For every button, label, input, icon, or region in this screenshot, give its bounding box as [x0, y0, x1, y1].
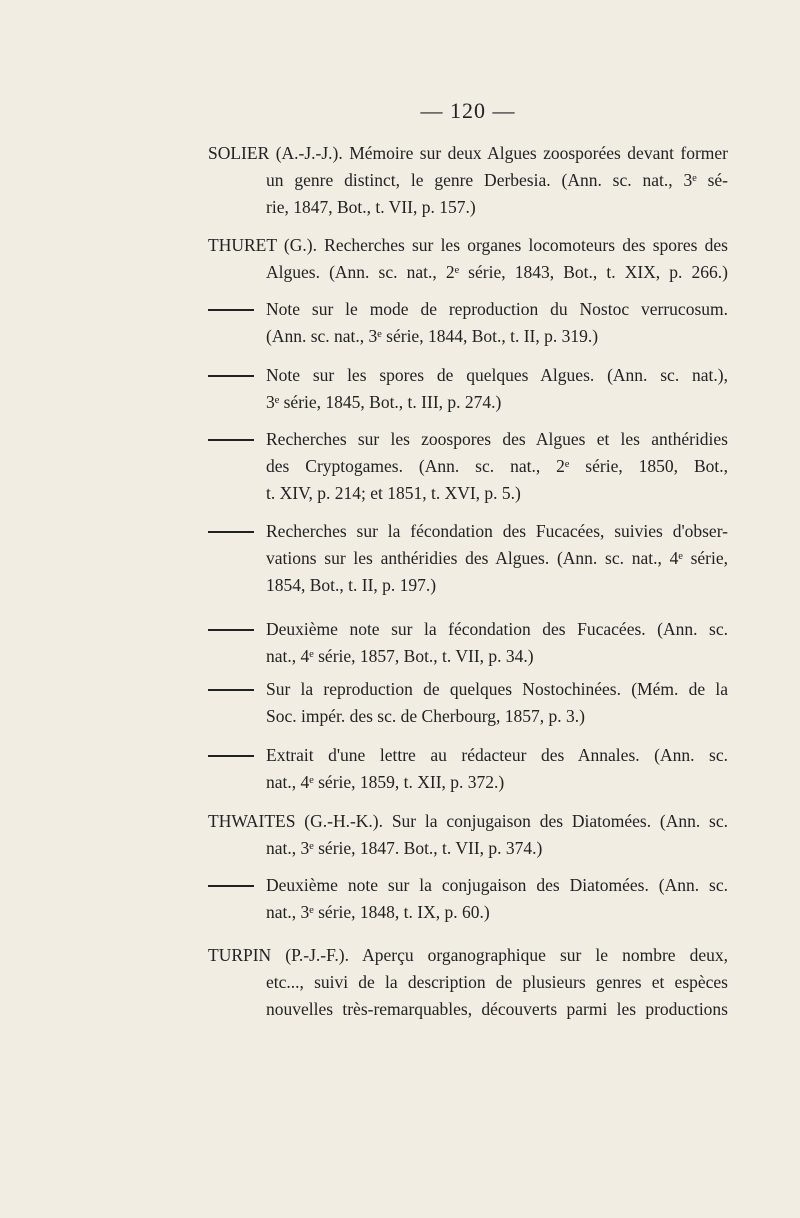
entry-line: Sur la reproduction de quelques Nostochinées. (Mém. de la — [266, 679, 728, 699]
entry-line: (Ann. sc. nat., 3ᵉ série, 1844, Bot., t. II, p. 319.) — [266, 326, 599, 346]
entry-line: t. XIV, p. 214; et 1851, t. XVI, p. 5.) — [266, 483, 521, 503]
page-number: — 120 — — [420, 98, 516, 123]
entry-line: 3ᵉ série, 1845, Bot., t. III, p. 274.) — [266, 392, 502, 412]
ditto-rule — [208, 689, 254, 691]
bibliography-entry — [208, 942, 728, 1023]
entry-line: 1854, Bot., t. II, p. 197.) — [266, 575, 437, 595]
entry-line: vations sur les anthéridies des Algues. (Ann. sc. nat., 4ᵉ série, — [266, 548, 728, 568]
entry-line: TURPIN (P.-J.-F.). Aperçu organographique sur le nombre deux, — [208, 945, 728, 965]
ditto-rule — [208, 375, 254, 377]
entry-line: rie, 1847, Bot., t. VII, p. 157.) — [266, 197, 476, 217]
ditto-rule — [208, 531, 254, 533]
ditto-rule — [208, 439, 254, 441]
bibliography-entry — [208, 616, 728, 670]
entry-line: THURET (G.). Recherches sur les organes locomoteurs des spores des — [208, 235, 728, 255]
entry-line: Recherches sur les zoospores des Algues et les anthéridies — [266, 429, 728, 449]
ditto-rule — [208, 629, 254, 631]
entry-line: SOLIER (A.-J.-J.). Mémoire sur deux Algues zoosporées devant former — [208, 143, 728, 163]
bibliography-entry — [208, 808, 728, 862]
bibliography-entry — [208, 426, 728, 507]
entry-line: des Cryptogames. (Ann. sc. nat., 2ᵉ série, 1850, Bot., — [266, 456, 728, 476]
entry-line: Algues. (Ann. sc. nat., 2ᵉ série, 1843, Bot., t. XIX, p. 266.) — [266, 262, 728, 282]
entry-line: Recherches sur la fécondation des Fucacées, suivies d'obser- — [266, 521, 728, 541]
bibliography-entry — [208, 140, 728, 221]
entry-line: THWAITES (G.-H.-K.). Sur la conjugaison des Diatomées. (Ann. sc. — [208, 811, 728, 831]
entry-line: nat., 3ᵉ série, 1848, t. IX, p. 60.) — [266, 902, 490, 922]
bibliography-entry — [208, 518, 728, 599]
entry-line: nouvelles très-remarquables, découverts parmi les productions — [266, 999, 728, 1019]
bibliography-entry — [208, 676, 728, 730]
entry-line: nat., 4ᵉ série, 1859, t. XII, p. 372.) — [266, 772, 505, 792]
ditto-rule — [208, 755, 254, 757]
entry-line: nat., 3ᵉ série, 1847. Bot., t. VII, p. 374.) — [266, 838, 543, 858]
ditto-rule — [208, 309, 254, 311]
entry-line: Extrait d'une lettre au rédacteur des Annales. (Ann. sc. — [266, 745, 728, 765]
entry-line: Note sur les spores de quelques Algues. (Ann. sc. nat.), — [266, 365, 728, 385]
bibliography-entry — [208, 296, 728, 350]
entry-line: nat., 4ᵉ série, 1857, Bot., t. VII, p. 34.) — [266, 646, 534, 666]
bibliography-entry — [208, 362, 728, 416]
entry-line: Deuxième note sur la conjugaison des Diatomées. (Ann. sc. — [266, 875, 728, 895]
bibliography-entry — [208, 872, 728, 926]
entry-line-text: Note sur le mode de reproduction du Nostoc verrucosum. — [266, 299, 728, 319]
entry-line: etc..., suivi de la description de plusieurs genres et espèces — [266, 972, 728, 992]
entry-line: un genre distinct, le genre Derbesia. (Ann. sc. nat., 3ᵉ sé- — [266, 170, 728, 190]
bibliography-entry — [208, 742, 728, 796]
entry-line — [208, 296, 728, 323]
ditto-rule — [208, 885, 254, 887]
entry-line: Deuxième note sur la fécondation des Fucacées. (Ann. sc. — [266, 619, 728, 639]
bibliography-entry — [208, 232, 728, 286]
entry-line: Soc. impér. des sc. de Cherbourg, 1857, p. 3.) — [266, 706, 586, 726]
